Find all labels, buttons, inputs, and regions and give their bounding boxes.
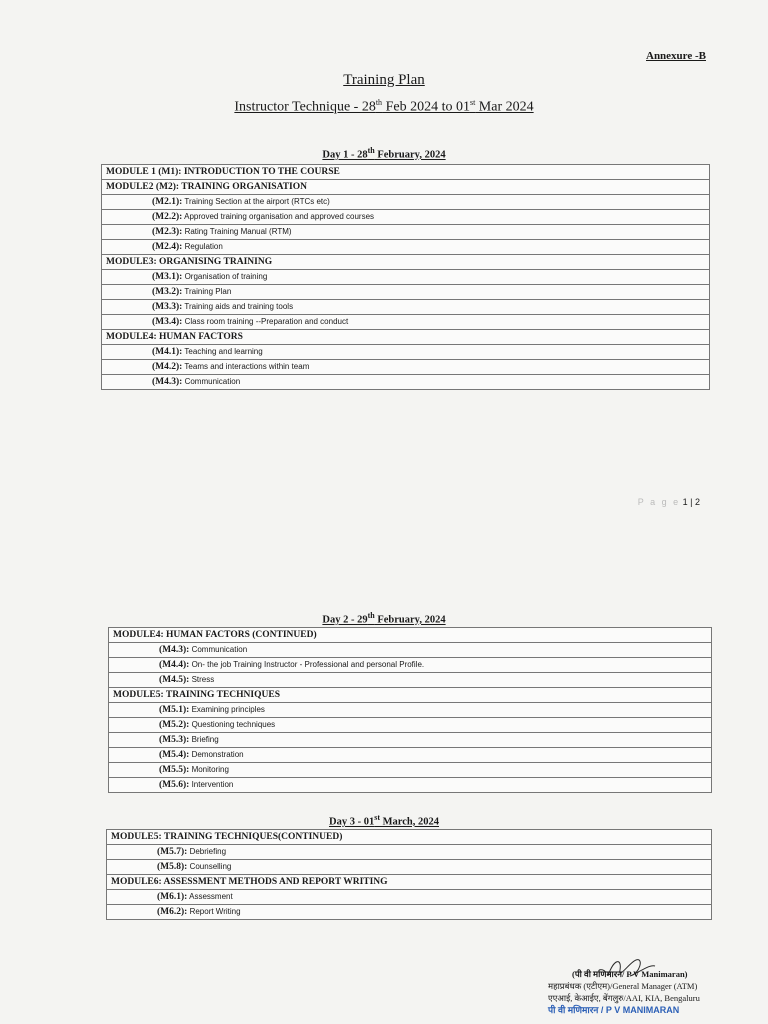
topic-description: Demonstration [189,750,244,759]
topic-code: (M5.3): [159,735,190,745]
topic-description: Briefing [189,735,219,744]
topic-cell [109,763,712,778]
topic-row [102,315,710,330]
topic-row [109,763,712,778]
page-number: P a g e 1 | 2 [637,497,700,507]
topic-code: (M5.2): [159,720,190,730]
topic-code: (M5.4): [159,750,190,760]
signature-block [548,968,700,1016]
topic-row [102,240,710,255]
module-row [109,688,712,703]
module-row [107,830,712,845]
topic-code: (M4.4): [159,660,190,670]
module-title: MODULE6: ASSESSMENT METHODS AND REPORT WRITING [107,875,712,890]
topic-cell [107,890,712,905]
topic-row [109,733,712,748]
topic-cell [107,860,712,875]
topic-row [109,658,712,673]
signatory-designation: महाप्रबंधक (एटीएम)/General Manager (ATM) [548,981,698,991]
topic-description: Communication [189,645,248,654]
module-title: MODULE2 (M2): TRAINING ORGANISATION [102,180,710,195]
topic-description: Class room training --Preparation and conduct [182,317,349,326]
annexure-label: Annexure -B [646,50,706,62]
topic-cell [102,225,710,240]
topic-description: Counselling [187,862,232,871]
topic-description: Monitoring [189,765,229,774]
topic-description: Regulation [182,242,223,251]
module-title: MODULE3: ORGANISING TRAINING [102,255,710,270]
topic-code: (M5.7): [157,847,188,857]
topic-cell [102,240,710,255]
topic-row [102,225,710,240]
topic-cell [102,285,710,300]
topic-row [107,860,712,875]
topic-cell [109,778,712,793]
topic-code: (M2.2): [152,212,183,222]
topic-code: (M3.3): [152,302,183,312]
topic-description: Examining principles [189,705,265,714]
topic-code: (M4.1): [152,347,183,357]
topic-row [102,270,710,285]
topic-description: Intervention [189,780,234,789]
topic-cell [109,748,712,763]
topic-cell [109,718,712,733]
topic-row [109,673,712,688]
topic-description: Approved training organisation and approved courses [182,212,375,221]
module-row [109,628,712,643]
topic-row [102,210,710,225]
topic-row [102,195,710,210]
day3-heading: Day 3 - 01st March, 2024 [328,813,439,828]
topic-description: Questioning techniques [189,720,276,729]
module-title: MODULE5: TRAINING TECHNIQUES(CONTINUED) [107,830,712,845]
document-title: Training Plan [343,72,425,88]
topic-row [107,905,712,920]
module-title: MODULE5: TRAINING TECHNIQUES [109,688,712,703]
topic-description: Teams and interactions within team [182,362,310,371]
topic-code: (M6.2): [157,907,188,917]
day2-schedule-table [108,627,712,793]
topic-description: Training Section at the airport (RTCs etc) [182,197,330,206]
topic-row [109,748,712,763]
topic-row [109,643,712,658]
topic-row [102,300,710,315]
module-title: MODULE4: HUMAN FACTORS (CONTINUED) [109,628,712,643]
topic-code: (M5.8): [157,862,188,872]
topic-row [102,285,710,300]
topic-description: On- the job Training Instructor - Professional and personal Profile. [189,660,425,669]
signatory-stamp: पी वी मणिमारन / P V MANIMARAN [548,1005,680,1015]
topic-description: Report Writing [187,907,241,916]
topic-cell [102,360,710,375]
topic-cell [102,345,710,360]
topic-code: (M5.5): [159,765,190,775]
topic-cell [102,300,710,315]
topic-code: (M5.6): [159,780,190,790]
module-row [102,255,710,270]
module-title: MODULE 1 (M1): INTRODUCTION TO THE COURSE [102,165,710,180]
topic-description: Teaching and learning [182,347,263,356]
topic-cell [109,703,712,718]
topic-code: (M2.4): [152,242,183,252]
document-subtitle: Instructor Technique - 28th Feb 2024 to 01st Mar 2024 [234,98,534,115]
topic-description: Assessment [187,892,233,901]
topic-description: Communication [182,377,241,386]
topic-code: (M4.2): [152,362,183,372]
topic-row [102,375,710,390]
topic-description: Stress [189,675,215,684]
day1-heading: Day 1 - 28th February, 2024 [322,146,446,161]
day1-schedule-table [101,164,710,390]
signatory-office: एएआई, केआईए, बेंगलुरु/AAI, KIA, Bengaluru [548,993,700,1003]
topic-code: (M3.1): [152,272,183,282]
topic-description: Rating Training Manual (RTM) [182,227,292,236]
topic-row [109,703,712,718]
topic-code: (M3.2): [152,287,183,297]
topic-cell [102,210,710,225]
topic-cell [109,643,712,658]
module-title: MODULE4: HUMAN FACTORS [102,330,710,345]
topic-cell [102,195,710,210]
topic-code: (M3.4): [152,317,183,327]
day2-heading: Day 2 - 29th February, 2024 [322,611,446,626]
topic-cell [107,845,712,860]
topic-row [109,718,712,733]
topic-cell [102,375,710,390]
topic-code: (M5.1): [159,705,190,715]
topic-row [109,778,712,793]
topic-code: (M2.1): [152,197,183,207]
topic-code: (M4.5): [159,675,190,685]
topic-code: (M4.3): [159,645,190,655]
topic-code: (M6.1): [157,892,188,902]
topic-cell [109,673,712,688]
module-row [107,875,712,890]
module-row [102,180,710,195]
topic-description: Training aids and training tools [182,302,294,311]
signatory-name: (पी वी मणिमारन/ P V Manimaran) [572,969,688,979]
topic-row [107,845,712,860]
topic-cell [109,658,712,673]
topic-row [102,360,710,375]
topic-cell [107,905,712,920]
topic-cell [102,315,710,330]
topic-description: Organisation of training [182,272,268,281]
topic-cell [102,270,710,285]
module-row [102,330,710,345]
module-row [102,165,710,180]
day3-schedule-table [106,829,712,920]
topic-description: Debriefing [187,847,227,856]
topic-description: Training Plan [182,287,232,296]
topic-row [102,345,710,360]
topic-cell [109,733,712,748]
topic-row [107,890,712,905]
topic-code: (M4.3): [152,377,183,387]
topic-code: (M2.3): [152,227,183,237]
